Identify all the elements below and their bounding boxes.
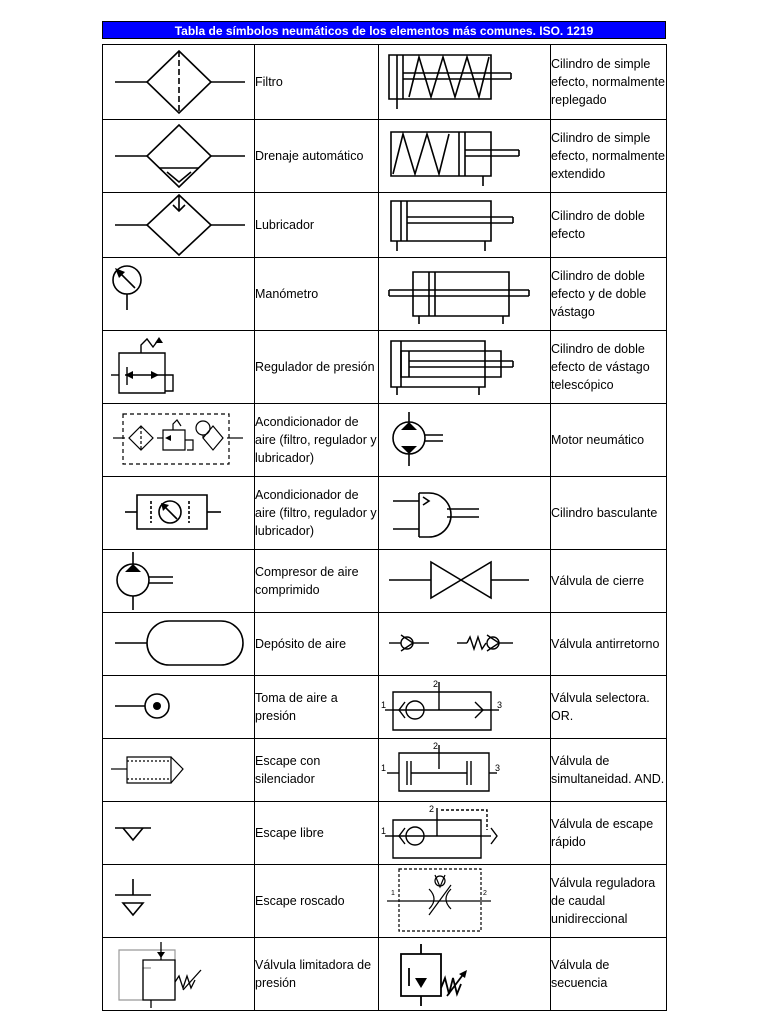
- symbol-label: Válvula selectora. OR.: [551, 676, 667, 739]
- table-row: [103, 477, 667, 550]
- one-way-flow-control-valve-icon: [379, 865, 551, 937]
- symbol-label: Válvula limitadora de presión: [255, 938, 379, 1011]
- two-pressure-valve-and-icon: [379, 739, 551, 801]
- port-label: 1: [381, 826, 387, 836]
- single-acting-cylinder-retracted-icon: [379, 45, 551, 119]
- symbol-label: Motor neumático: [551, 404, 667, 477]
- filter-icon: [103, 45, 255, 119]
- table-row: [103, 331, 667, 404]
- symbol-label: Válvula de secuencia: [551, 938, 667, 1011]
- symbol-label: Depósito de aire: [255, 613, 379, 676]
- table-title: Tabla de símbolos neumáticos de los elementos más comunes. ISO. 1219: [102, 21, 666, 39]
- table-row: [103, 865, 667, 938]
- symbol-label: Acondicionador de aire (filtro, regulador y lubricador): [255, 404, 379, 477]
- symbol-label: Cilindro de doble efecto y de doble vástago: [551, 258, 667, 331]
- table-row: [103, 193, 667, 258]
- symbol-label: Cilindro de simple efecto, normalmente extendido: [551, 120, 667, 193]
- pressure-relief-valve-icon: [103, 938, 255, 1010]
- quick-exhaust-valve-icon: [379, 802, 551, 864]
- table-row: [103, 676, 667, 739]
- pneumatic-motor-icon: [379, 404, 551, 476]
- port-label: 2: [433, 741, 439, 751]
- symbol-label: Cilindro de doble efecto: [551, 193, 667, 258]
- pressure-gauge-icon: [103, 258, 255, 330]
- symbol-label: Cilindro basculante: [551, 477, 667, 550]
- air-reservoir-icon: [103, 613, 255, 675]
- silencer-exhaust-icon: [103, 739, 255, 801]
- port-label: 2: [429, 804, 435, 814]
- symbols-table: [102, 44, 667, 1011]
- automatic-drain-icon: [103, 120, 255, 192]
- pressure-port-icon: [103, 676, 255, 738]
- double-rod-cylinder-icon: [379, 258, 551, 330]
- shutoff-valve-icon: [379, 550, 551, 612]
- table-row: [103, 258, 667, 331]
- symbol-label: Válvula reguladora de caudal unidireccional: [551, 865, 667, 938]
- symbol-label: Manómetro: [255, 258, 379, 331]
- table-row: [103, 45, 667, 120]
- air-conditioner-unit-detailed-icon: [103, 404, 255, 476]
- symbol-label: Válvula de escape rápido: [551, 802, 667, 865]
- port-label: 1: [381, 763, 387, 773]
- port-label: 3: [495, 763, 501, 773]
- symbol-label: Válvula de cierre: [551, 550, 667, 613]
- port-label: 1: [381, 700, 387, 710]
- symbol-label: Escape libre: [255, 802, 379, 865]
- table-row: [103, 613, 667, 676]
- port-label: 3: [497, 700, 503, 710]
- symbol-label: Acondicionador de aire (filtro, regulador y lubricador): [255, 477, 379, 550]
- check-valve-icon: [379, 613, 551, 675]
- symbol-label: Cilindro de doble efecto de vástago telescópico: [551, 331, 667, 404]
- symbol-label: Compresor de aire comprimido: [255, 550, 379, 613]
- symbol-label: Filtro: [255, 45, 379, 120]
- compressor-icon: [103, 550, 255, 612]
- symbol-label: Toma de aire a presión: [255, 676, 379, 739]
- telescopic-cylinder-icon: [379, 331, 551, 403]
- port-label: 2: [433, 679, 439, 689]
- table-row: [103, 802, 667, 865]
- port-label: 2: [483, 890, 487, 897]
- symbol-label: Drenaje automático: [255, 120, 379, 193]
- single-acting-cylinder-extended-icon: [379, 120, 551, 192]
- symbol-label: Válvula de simultaneidad. AND.: [551, 739, 667, 802]
- symbol-label: Escape roscado: [255, 865, 379, 938]
- symbol-label: Escape con silenciador: [255, 739, 379, 802]
- symbol-label: Válvula antirretorno: [551, 613, 667, 676]
- table-row: [103, 404, 667, 477]
- pressure-regulator-icon: [103, 331, 255, 403]
- table-row: [103, 938, 667, 1011]
- threaded-exhaust-icon: [103, 865, 255, 937]
- shuttle-valve-or-icon: [379, 676, 551, 738]
- sequence-valve-icon: [379, 938, 551, 1010]
- port-label: 1: [391, 890, 395, 897]
- air-conditioner-unit-simplified-icon: [103, 477, 255, 549]
- table-row: [103, 550, 667, 613]
- symbol-label: Cilindro de simple efecto, normalmente replegado: [551, 45, 667, 120]
- rotary-actuator-icon: [379, 477, 551, 549]
- free-exhaust-icon: [103, 802, 255, 864]
- lubricator-icon: [103, 193, 255, 257]
- table-row: [103, 120, 667, 193]
- symbol-label: Regulador de presión: [255, 331, 379, 404]
- table-row: [103, 739, 667, 802]
- double-acting-cylinder-icon: [379, 193, 551, 257]
- symbol-label: Lubricador: [255, 193, 379, 258]
